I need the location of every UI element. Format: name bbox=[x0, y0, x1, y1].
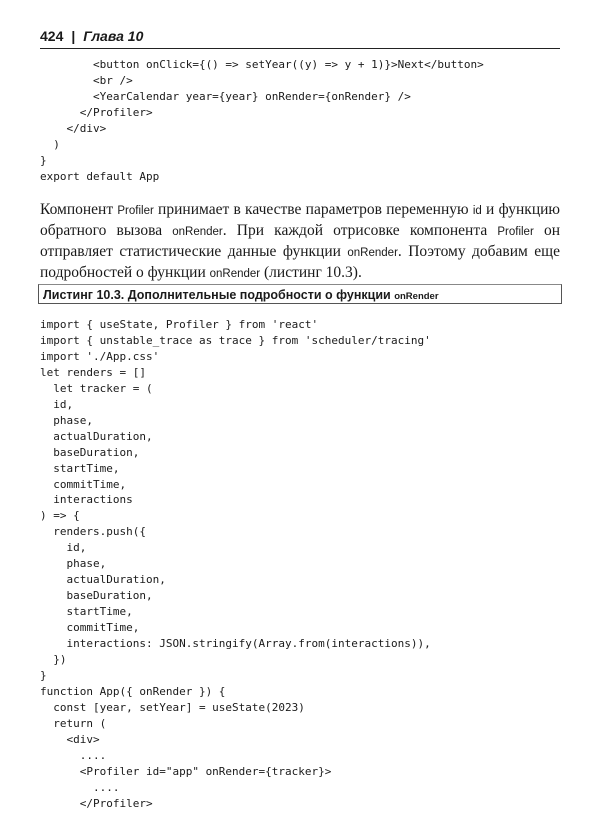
code-line: <div> bbox=[40, 732, 100, 746]
code-line: let renders = [] bbox=[40, 365, 146, 379]
code-line: .... bbox=[40, 748, 107, 762]
code-line: startTime, bbox=[40, 605, 133, 619]
code-line: </Profiler> bbox=[40, 796, 153, 810]
paragraph-text: и функцию обратного вызова bbox=[40, 201, 561, 239]
code-line: interactions bbox=[40, 493, 133, 507]
code-line: actualDuration, bbox=[40, 429, 153, 443]
code-line: import './App.css' bbox=[40, 349, 160, 363]
code-line: actualDuration, bbox=[40, 573, 166, 587]
listing-title bbox=[38, 284, 562, 304]
code-line: </div> bbox=[40, 121, 107, 135]
code-line: } bbox=[40, 668, 47, 682]
paragraph-text: принимает в качестве параметров переменную bbox=[153, 201, 473, 218]
code-line: <button onClick={() => setYear((y) => y + 1)}>Next</button> bbox=[40, 58, 484, 71]
code-line: id, bbox=[40, 397, 74, 411]
inline-code: Profiler bbox=[117, 205, 154, 217]
code-line: commitTime, bbox=[40, 477, 127, 491]
code-line: phase, bbox=[40, 413, 93, 427]
code-line: }) bbox=[40, 653, 67, 667]
code-line: ) => { bbox=[40, 509, 80, 523]
code-line: renders.push({ bbox=[40, 525, 146, 539]
listing-func-name: onRender bbox=[394, 291, 439, 302]
code-line: baseDuration, bbox=[40, 445, 140, 459]
paragraph-text: он отправляет статистические данные функции bbox=[40, 222, 560, 260]
header-separator: | bbox=[71, 28, 76, 44]
code-line: } bbox=[40, 153, 47, 167]
chapter-title: Глава 10 bbox=[83, 28, 144, 44]
code-block-top bbox=[40, 57, 484, 185]
code-line: function App({ onRender }) { bbox=[40, 684, 226, 698]
paragraph-text: Компонент bbox=[40, 201, 118, 218]
code-line: let tracker = ( bbox=[40, 381, 153, 395]
code-line: import { useState, Profiler } from 'react' bbox=[40, 318, 319, 331]
code-line: export default App bbox=[40, 169, 160, 183]
code-line: id, bbox=[40, 541, 87, 555]
code-line: import { unstable_trace as trace } from 'scheduler/tracing' bbox=[40, 333, 431, 347]
code-line: commitTime, bbox=[40, 621, 140, 635]
code-line: startTime, bbox=[40, 461, 120, 475]
code-line: .... bbox=[40, 780, 120, 794]
paragraph-text: . При каждой отрисовке компонента bbox=[222, 222, 498, 239]
listing-label: Листинг 10.3. Дополнительные подробности о функции bbox=[43, 288, 391, 302]
inline-code: onRender bbox=[347, 247, 398, 259]
paragraph-text: (листинг 10.3). bbox=[260, 264, 362, 281]
inline-code: onRender bbox=[172, 226, 223, 238]
inline-code: Profiler bbox=[497, 226, 534, 238]
page-number: 424 bbox=[40, 28, 64, 44]
code-line: <Profiler id="app" onRender={tracker}> bbox=[40, 764, 332, 778]
inline-code: onRender bbox=[209, 268, 261, 280]
code-line: ) bbox=[40, 137, 60, 151]
page-header bbox=[40, 28, 560, 49]
body-paragraph bbox=[40, 200, 560, 284]
code-line: phase, bbox=[40, 557, 107, 571]
code-line: interactions: JSON.stringify(Array.from(interactions)), bbox=[40, 637, 431, 651]
paragraph-text: . Поэтому добавим еще подробностей о функции bbox=[40, 243, 560, 281]
code-line: baseDuration, bbox=[40, 589, 153, 603]
inline-code: id bbox=[472, 205, 482, 217]
code-line: <YearCalendar year={year} onRender={onRender} /> bbox=[40, 89, 411, 103]
code-line: const [year, setYear] = useState(2023) bbox=[40, 700, 305, 714]
code-block-bottom bbox=[40, 317, 431, 812]
code-line: </Profiler> bbox=[40, 105, 153, 119]
code-line: <br /> bbox=[40, 73, 133, 87]
code-line: return ( bbox=[40, 716, 107, 730]
